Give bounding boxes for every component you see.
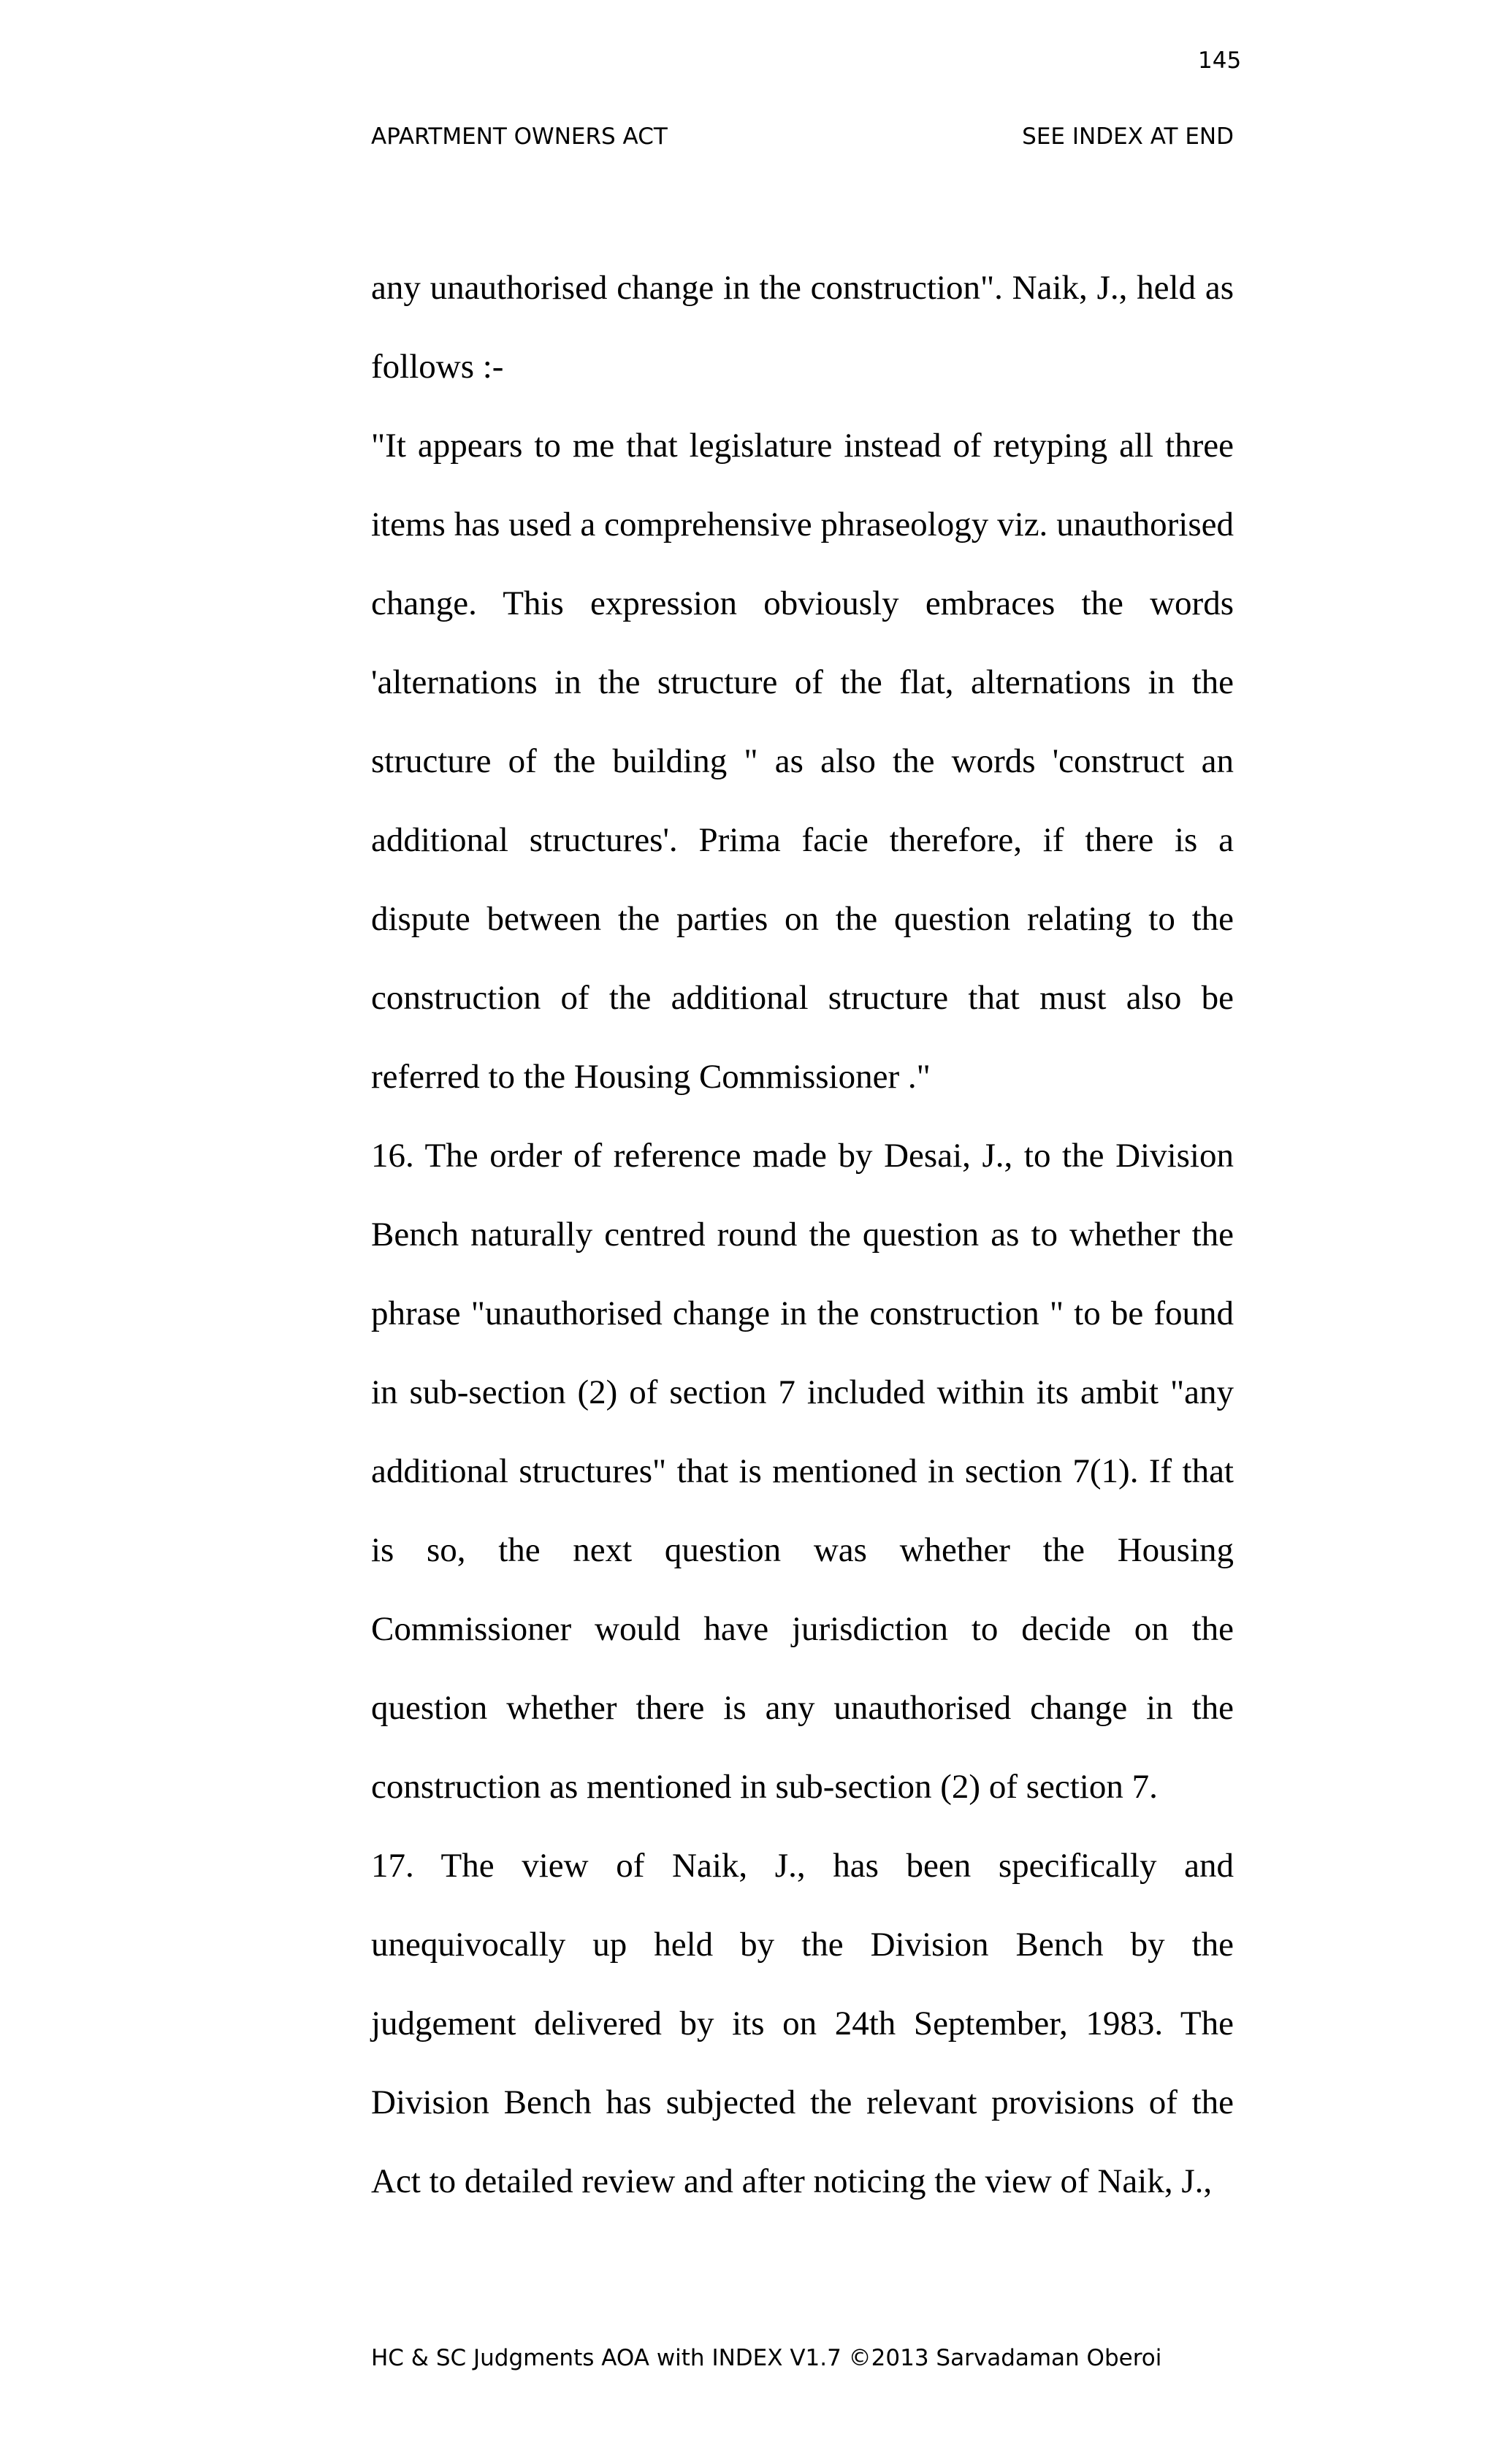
running-header-index-note: SEE INDEX AT END [1022, 123, 1234, 150]
paragraph-17: 17. The view of Naik, J., has been specifically and unequivocally up held by the Division Bench by the judgement delivered by its on 24th September, 1983. The Division Bench has subjected the relevant provisions of the Act to detailed review and after noticing the view of Naik, J., [371, 1847, 1234, 2200]
paragraph-intro: any unauthorised change in the construction". Naik, J., held as follows :- [371, 269, 1234, 386]
paragraph-16: 16. The order of reference made by Desai, J., to the Division Bench naturally centred round the question as to whether the phrase "unauthorised change in the construction " to be found in sub-section (2) of section 7 included within its ambit "any additional structures" that is mentioned in section 7(1). If that is so, the next question was whether the Housing Commissioner would have jurisdiction to decide on the question whether there is any unauthorised change in the construction as mentioned in sub-section (2) of section 7. [371, 1137, 1234, 1806]
paragraph-quotation: "It appears to me that legislature instead of retyping all three items has used a comprehensive phraseology viz. unauthorised change. This expression obviously embraces the words 'alternations in the structure of the flat, alternations in the structure of the building " as also the words 'construct an additional structures'. Prima facie therefore, if there is a dispute between the parties on the question relating to the construction of the additional structure that must also be referred to the Housing Commissioner ." [371, 427, 1234, 1096]
page-footer: HC & SC Judgments AOA with INDEX V1.7 ©2013 Sarvadaman Oberoi [371, 2345, 1162, 2371]
body-text [371, 248, 1234, 2221]
page-number: 145 [1198, 47, 1242, 74]
running-header-title: APARTMENT OWNERS ACT [371, 123, 668, 150]
